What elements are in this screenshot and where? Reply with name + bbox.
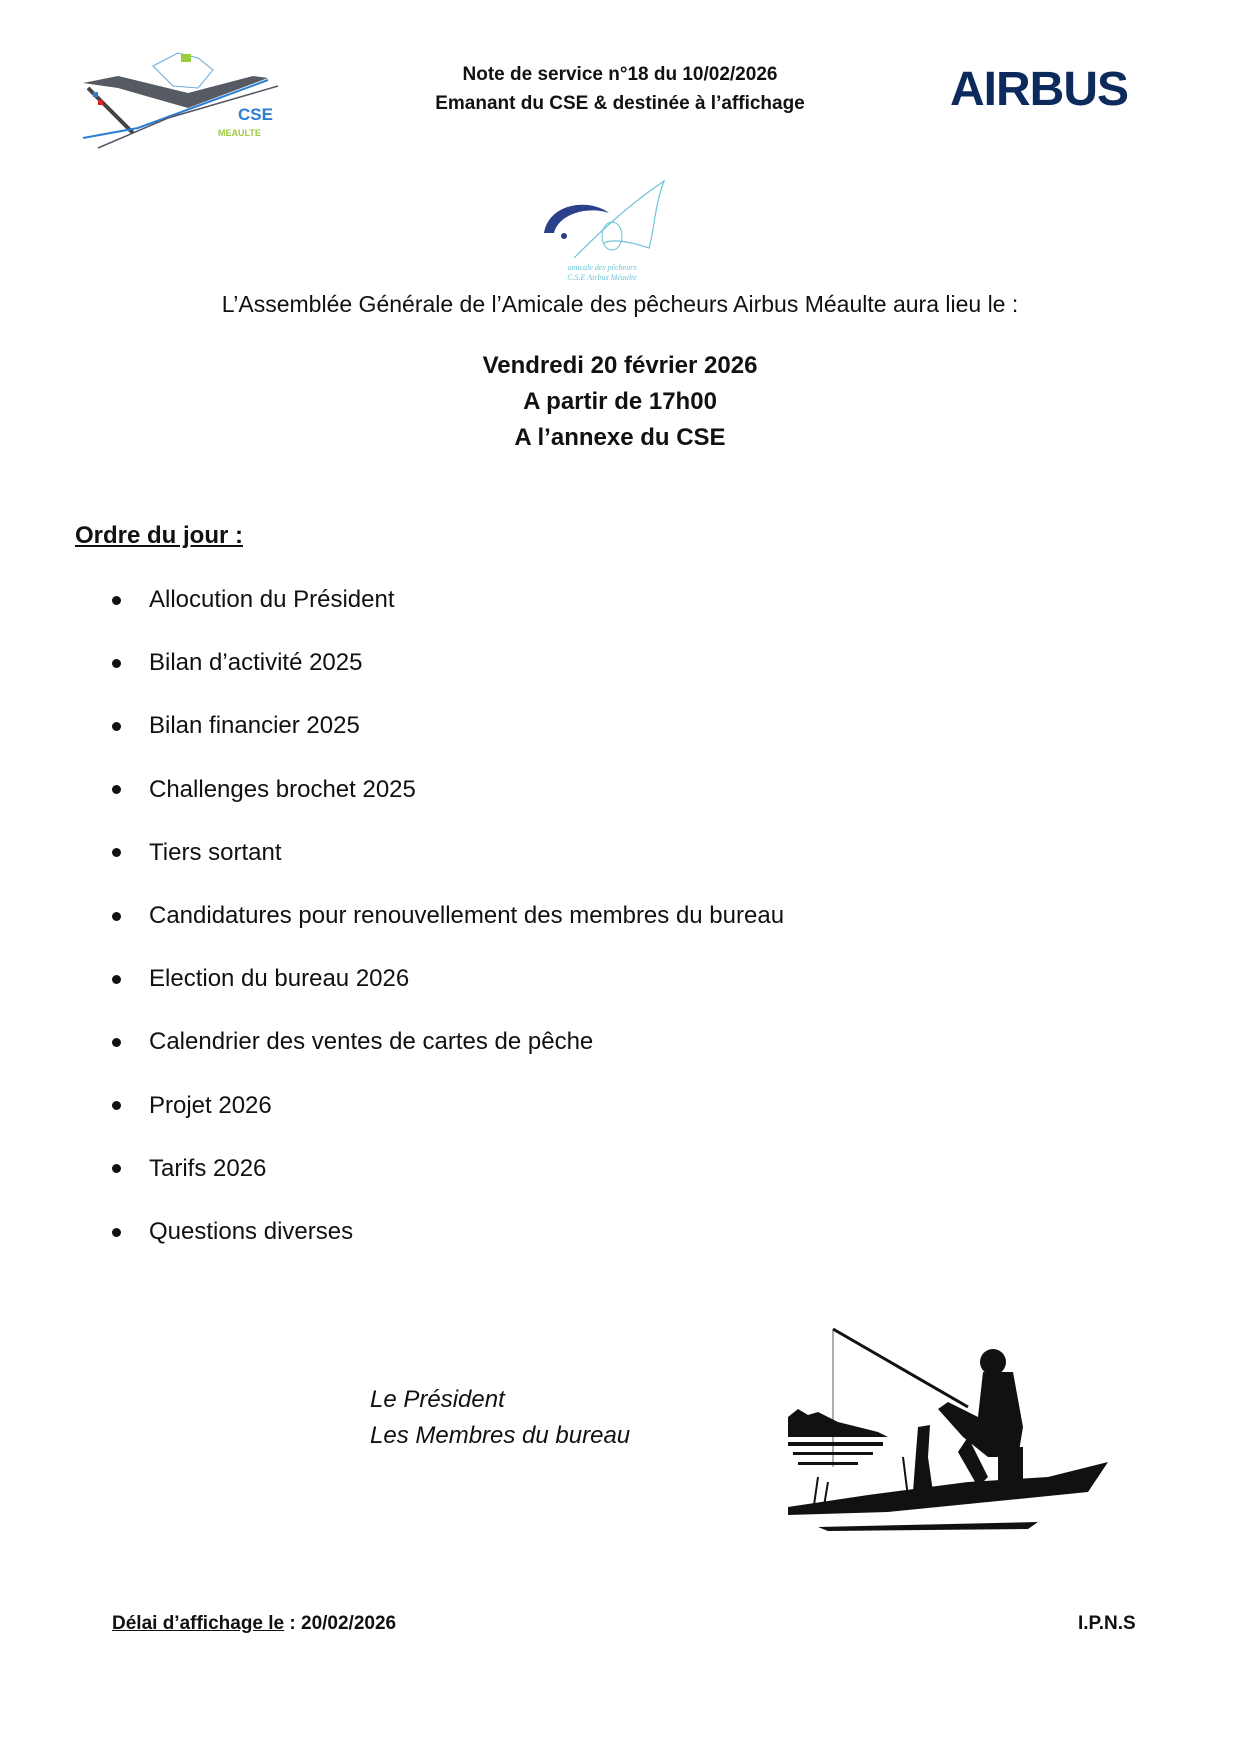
bullet-icon — [112, 975, 121, 984]
agenda-item — [112, 1155, 266, 1183]
agenda-item — [112, 839, 281, 867]
signature-president: Le Président — [370, 1386, 505, 1413]
cse-logo-text: CSE — [238, 105, 273, 124]
agenda-item — [112, 1218, 353, 1246]
note-number: Note de service n°18 du 10/02/2026 — [462, 64, 778, 85]
agenda-item-label: Calendrier des ventes de cartes de pêche — [149, 1028, 594, 1056]
agenda-item — [112, 776, 416, 804]
agenda-title: Ordre du jour : — [75, 522, 243, 549]
event-time: A partir de 17h00 — [523, 388, 717, 415]
bullet-icon — [112, 596, 121, 605]
agenda-item — [112, 649, 362, 677]
airbus-logo: AIRBUS — [950, 63, 1129, 116]
amicale-logo-line1: amicale des pêcheurs — [567, 263, 637, 272]
agenda-item-label: Challenges brochet 2025 — [149, 775, 416, 803]
bullet-icon — [112, 1228, 121, 1237]
cse-logo-subtext: MEAULTE — [218, 128, 261, 138]
agenda-item-label: Candidatures pour renouvellement des membres du bureau — [149, 902, 785, 929]
agenda-item-label: Tiers sortant — [149, 838, 282, 866]
agenda-item — [112, 965, 409, 993]
agenda-item-label: Election du bureau 2026 — [149, 965, 410, 993]
agenda-item — [112, 1028, 593, 1056]
agenda-item-label: Projet 2026 — [149, 1091, 272, 1119]
agenda-item — [112, 586, 394, 614]
agenda-item-label: Allocution du Président — [149, 586, 395, 613]
bullet-icon — [112, 848, 121, 857]
amicale-logo-line2: C.S.E Airbus Méaulte — [567, 273, 637, 282]
bullet-icon — [112, 1038, 121, 1047]
fisherman-illustration — [788, 1327, 1118, 1532]
agenda-item-label: Bilan financier 2025 — [149, 712, 360, 740]
event-place: A l’annexe du CSE — [514, 424, 726, 451]
bullet-icon — [112, 722, 121, 731]
note-origin: Emanant du CSE & destinée à l’affichage — [435, 93, 805, 114]
deadline-label: Délai d’affichage le — [112, 1613, 285, 1634]
signature-bureau: Les Membres du bureau — [370, 1422, 631, 1449]
event-date: Vendredi 20 février 2026 — [482, 352, 758, 379]
agenda-item — [112, 1092, 272, 1120]
agenda-item — [112, 902, 784, 930]
bullet-icon — [112, 912, 121, 921]
agenda-item — [112, 712, 360, 740]
agenda-item-label: Bilan d’activité 2025 — [149, 649, 363, 677]
agenda-item-label: Tarifs 2026 — [149, 1154, 267, 1182]
amicale-pecheurs-logo — [534, 178, 670, 286]
bullet-icon — [112, 785, 121, 794]
bullet-icon — [112, 1101, 121, 1110]
deadline-value: : 20/02/2026 — [284, 1613, 397, 1634]
intro-text: L’Assemblée Générale de l’Amicale des pêcheurs Airbus Méaulte aura lieu le : — [221, 291, 1019, 317]
bullet-icon — [112, 659, 121, 668]
agenda-item-label: Questions diverses — [149, 1218, 354, 1245]
bullet-icon — [112, 1164, 121, 1173]
ipns-label: I.P.N.S — [1078, 1613, 1136, 1634]
display-deadline — [112, 1613, 396, 1635]
